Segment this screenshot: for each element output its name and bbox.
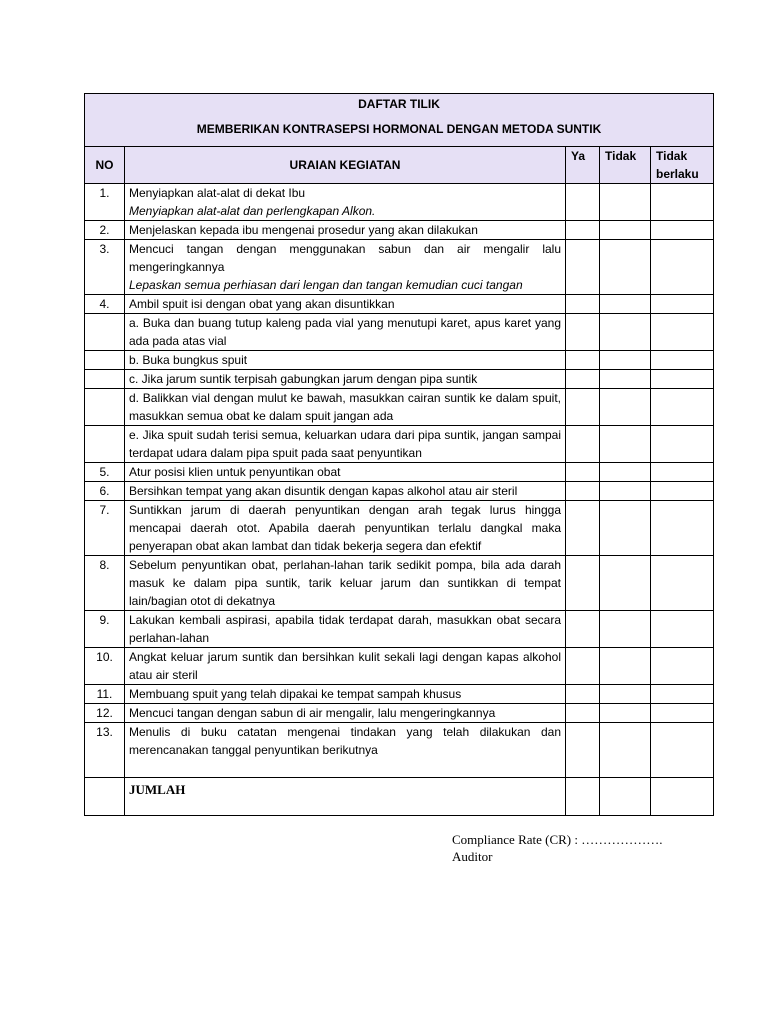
check-cell-tidak-berlaku[interactable]	[651, 370, 714, 389]
row-number: 8.	[85, 556, 125, 611]
description-text: Menjelaskan kepada ibu mengenai prosedur yang akan dilakukan	[129, 223, 478, 237]
table-row	[85, 370, 714, 389]
description-text: Suntikkan jarum di daerah penyuntikan dengan arah tegak lurus hingga mencapai daerah otot. Apabila daerah penyuntikan terlalu dangkal maka penyerapan obat akan lambat dan tidak bekerja segera dan efektif	[129, 503, 561, 553]
header-uraian: URAIAN KEGIATAN	[125, 147, 566, 184]
description-text: Menyiapkan alat-alat di dekat Ibu	[129, 186, 306, 200]
table-row	[85, 685, 714, 704]
check-cell-tidak-berlaku[interactable]	[651, 314, 714, 351]
check-cell-tidak[interactable]	[600, 351, 651, 370]
row-description	[125, 351, 566, 370]
row-description	[125, 501, 566, 556]
check-cell-tidak-berlaku[interactable]	[651, 648, 714, 685]
check-cell-tidak-berlaku[interactable]	[651, 240, 714, 295]
check-cell-tidak-berlaku[interactable]	[651, 463, 714, 482]
row-number: 10.	[85, 648, 125, 685]
check-cell-ya[interactable]	[566, 351, 600, 370]
row-description	[125, 314, 566, 351]
check-cell-tidak[interactable]	[600, 501, 651, 556]
table-row	[85, 295, 714, 314]
row-description	[125, 370, 566, 389]
check-cell-ya[interactable]	[566, 314, 600, 351]
check-cell-ya[interactable]	[566, 389, 600, 426]
row-number: 3.	[85, 240, 125, 295]
row-description	[125, 426, 566, 463]
auditor-label: Auditor	[452, 849, 493, 864]
table-row	[85, 314, 714, 351]
check-cell-tidak[interactable]	[600, 221, 651, 240]
check-cell-ya[interactable]	[566, 704, 600, 723]
check-cell-tidak[interactable]	[600, 370, 651, 389]
description-text: b. Buka bungkus spuit	[129, 353, 248, 367]
description-text: Menulis di buku catatan mengenai tindakan yang telah dilakukan dan merencanakan tanggal penyuntikan berikutnya	[129, 725, 561, 757]
table-row	[85, 463, 714, 482]
check-cell-tidak-berlaku[interactable]	[651, 482, 714, 501]
header-ya: Ya	[566, 147, 600, 184]
check-cell-ya[interactable]	[566, 184, 600, 221]
row-description	[125, 648, 566, 685]
description-text: c. Jika jarum suntik terpisah gabungkan jarum dengan pipa suntik	[129, 372, 478, 386]
check-cell-ya[interactable]	[566, 463, 600, 482]
description-text: e. Jika spuit sudah terisi semua, keluarkan udara dari pipa suntik, jangan sampai terdapat udara dalam pipa spuit pada saat penyuntikan	[129, 428, 561, 460]
table-row	[85, 648, 714, 685]
check-cell-tidak[interactable]	[600, 184, 651, 221]
check-cell-tidak-berlaku[interactable]	[651, 501, 714, 556]
check-cell-tidak-berlaku[interactable]	[651, 685, 714, 704]
table-row	[85, 221, 714, 240]
checklist-table	[84, 93, 714, 816]
row-description	[125, 723, 566, 778]
row-number: 11.	[85, 685, 125, 704]
table-row	[85, 501, 714, 556]
description-note: Lepaskan semua perhiasan dari lengan dan tangan kemudian cuci tangan	[129, 278, 523, 292]
check-cell-tidak-berlaku[interactable]	[651, 351, 714, 370]
header-no: NO	[85, 147, 125, 184]
row-description	[125, 240, 566, 295]
row-number: 7.	[85, 501, 125, 556]
check-cell-tidak-berlaku[interactable]	[651, 221, 714, 240]
row-number: 13.	[85, 723, 125, 778]
check-cell-ya[interactable]	[566, 482, 600, 501]
jumlah-label: JUMLAH	[125, 778, 566, 816]
check-cell-tidak[interactable]	[600, 463, 651, 482]
table-row	[85, 184, 714, 221]
check-cell-tidak[interactable]	[600, 389, 651, 426]
check-cell-ya[interactable]	[566, 426, 600, 463]
row-number	[85, 314, 125, 351]
check-cell-tidak[interactable]	[600, 240, 651, 295]
check-cell-ya[interactable]	[566, 370, 600, 389]
check-cell-tidak-berlaku[interactable]	[651, 426, 714, 463]
jumlah-tidak-berlaku-cell[interactable]	[651, 778, 714, 816]
table-row	[85, 389, 714, 426]
table-row	[85, 426, 714, 463]
table-row	[85, 556, 714, 611]
row-description	[125, 482, 566, 501]
row-number: 5.	[85, 463, 125, 482]
table-row	[85, 723, 714, 778]
check-cell-ya[interactable]	[566, 611, 600, 648]
check-cell-tidak[interactable]	[600, 685, 651, 704]
description-text: Angkat keluar jarum suntik dan bersihkan kulit sekali lagi dengan kapas alkohol atau air steril	[129, 650, 561, 682]
check-cell-ya[interactable]	[566, 295, 600, 314]
table-row	[85, 351, 714, 370]
row-description	[125, 221, 566, 240]
check-cell-tidak[interactable]	[600, 611, 651, 648]
description-text: d. Balikkan vial dengan mulut ke bawah, masukkan cairan suntik ke dalam spuit, masukkan semua obat ke dalam spuit jangan ada	[129, 391, 561, 423]
row-description	[125, 389, 566, 426]
footer-block	[452, 831, 663, 865]
check-cell-tidak-berlaku[interactable]	[651, 389, 714, 426]
check-cell-tidak-berlaku[interactable]	[651, 723, 714, 778]
title-block	[85, 94, 714, 147]
row-description	[125, 704, 566, 723]
description-text: Lakukan kembali aspirasi, apabila tidak terdapat darah, masukkan obat secara perlahan-lahan	[129, 613, 561, 645]
row-description	[125, 556, 566, 611]
table-row	[85, 611, 714, 648]
description-text: Sebelum penyuntikan obat, perlahan-lahan tarik sedikit pompa, bila ada darah masuk ke dalam pipa suntik, tarik keluar jarum dan suntikkan di tempat lain/bagian otot di dekatnya	[129, 558, 561, 608]
check-cell-ya[interactable]	[566, 501, 600, 556]
check-cell-ya[interactable]	[566, 221, 600, 240]
row-number	[85, 351, 125, 370]
check-cell-tidak-berlaku[interactable]	[651, 295, 714, 314]
description-text: Mencuci tangan dengan sabun di air mengalir, lalu mengeringkannya	[129, 706, 496, 720]
row-number: 2.	[85, 221, 125, 240]
check-cell-tidak[interactable]	[600, 704, 651, 723]
description-note: Menyiapkan alat-alat dan perlengkapan Alkon.	[129, 204, 376, 218]
row-number: 6.	[85, 482, 125, 501]
check-cell-ya[interactable]	[566, 240, 600, 295]
header-tidak: Tidak	[600, 147, 651, 184]
table-row	[85, 240, 714, 295]
check-cell-tidak[interactable]	[600, 482, 651, 501]
jumlah-ya-cell[interactable]	[566, 778, 600, 816]
check-cell-tidak[interactable]	[600, 426, 651, 463]
check-cell-tidak-berlaku[interactable]	[651, 556, 714, 611]
header-tidak-berlaku: Tidak berlaku	[651, 147, 714, 184]
table-row	[85, 704, 714, 723]
check-cell-tidak[interactable]	[600, 295, 651, 314]
row-number: 4.	[85, 295, 125, 314]
jumlah-no-cell	[85, 778, 125, 816]
description-text: Mencuci tangan dengan menggunakan sabun dan air mengalir lalu mengeringkannya	[129, 242, 561, 274]
row-number: 12.	[85, 704, 125, 723]
description-text: Membuang spuit yang telah dipakai ke tempat sampah khusus	[129, 687, 462, 701]
row-number: 1.	[85, 184, 125, 221]
row-description	[125, 611, 566, 648]
check-cell-ya[interactable]	[566, 556, 600, 611]
row-description	[125, 295, 566, 314]
description-text: a. Buka dan buang tutup kaleng pada vial yang menutupi karet, apus karet yang ada pada atas vial	[129, 316, 561, 348]
compliance-rate: Compliance Rate (CR) : ……………….	[452, 832, 663, 847]
description-text: Bersihkan tempat yang akan disuntik dengan kapas alkohol atau air steril	[129, 484, 518, 498]
row-description	[125, 685, 566, 704]
check-cell-tidak[interactable]	[600, 648, 651, 685]
check-cell-ya[interactable]	[566, 648, 600, 685]
jumlah-tidak-cell[interactable]	[600, 778, 651, 816]
check-cell-tidak-berlaku[interactable]	[651, 611, 714, 648]
row-number	[85, 389, 125, 426]
table-row	[85, 482, 714, 501]
document-title: DAFTAR TILIK	[358, 97, 440, 111]
row-number: 9.	[85, 611, 125, 648]
row-description	[125, 463, 566, 482]
description-text: Ambil spuit isi dengan obat yang akan disuntikkan	[129, 297, 395, 311]
check-cell-tidak-berlaku[interactable]	[651, 184, 714, 221]
check-cell-ya[interactable]	[566, 685, 600, 704]
row-number	[85, 370, 125, 389]
check-cell-tidak[interactable]	[600, 314, 651, 351]
check-cell-tidak-berlaku[interactable]	[651, 704, 714, 723]
checklist-rows	[85, 184, 714, 778]
check-cell-tidak[interactable]	[600, 556, 651, 611]
row-number	[85, 426, 125, 463]
document-subtitle: MEMBERIKAN KONTRASEPSI HORMONAL DENGAN METODA SUNTIK	[196, 122, 602, 136]
row-description	[125, 184, 566, 221]
description-text: Atur posisi klien untuk penyuntikan obat	[129, 465, 341, 479]
check-cell-ya[interactable]	[566, 723, 600, 778]
check-cell-tidak[interactable]	[600, 723, 651, 778]
